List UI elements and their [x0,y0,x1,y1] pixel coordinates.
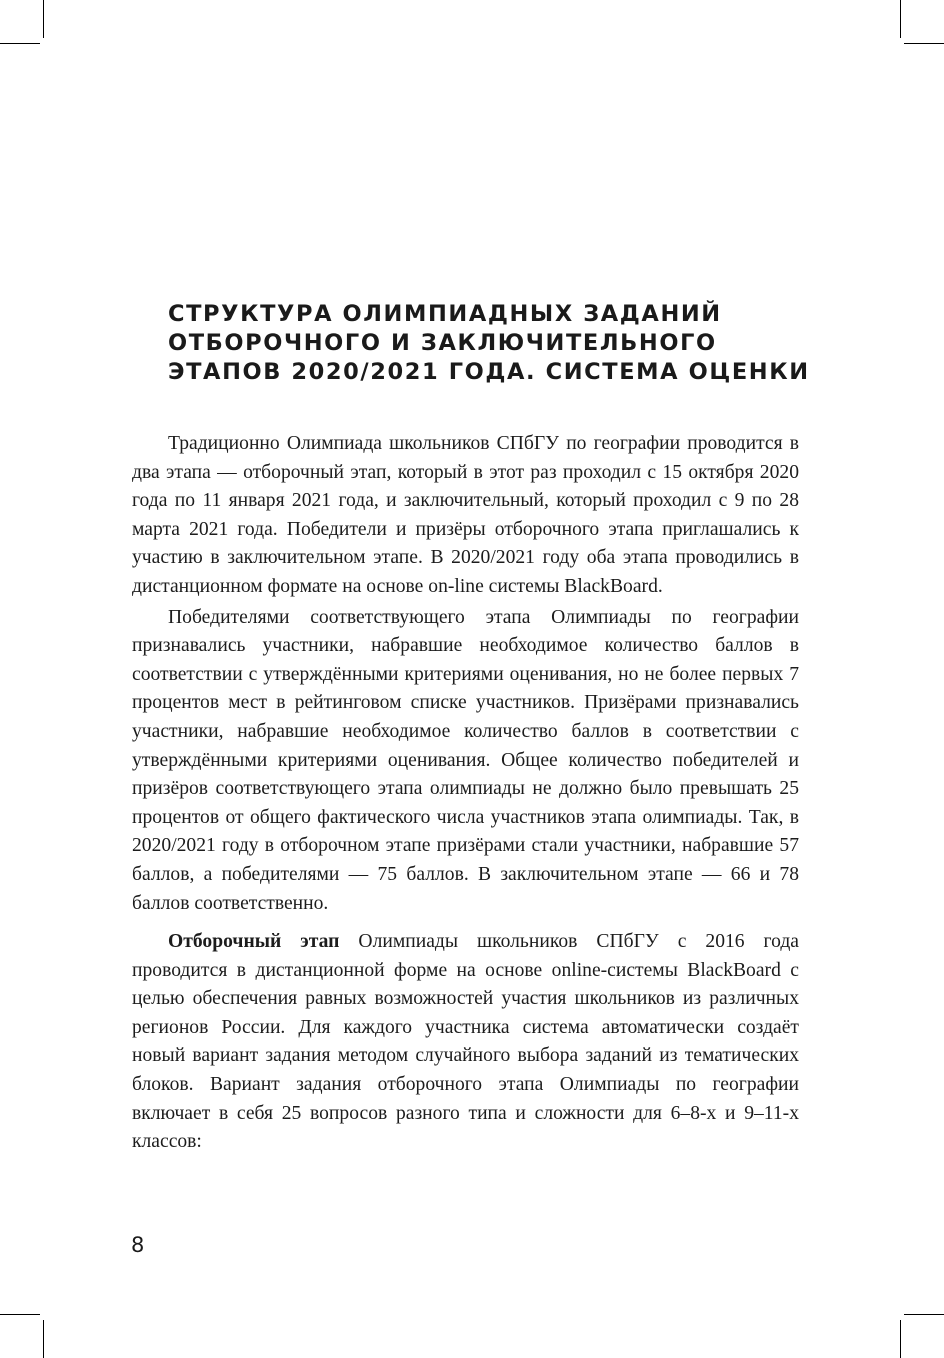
heading-line-1: СТРУКТУРА ОЛИМПИАДНЫХ ЗАДАНИЙ [168,301,722,327]
crop-mark-top-left-v [43,0,44,38]
crop-mark-top-left-h [0,43,40,44]
paragraph-winners-criteria: Победителями соответствующего этапа Олимпиады по географии признавались участники, набравшие необходимое количество баллов в соответствии с утверждёнными критериями оценивания, но не более первых 7 процентов мест в рейтинговом списке участников. Призёрами признавались участники, набравшие необходимое количество баллов в соответствии с утверждёнными критериями оценивания. Общее количество победителей и призёров соответствующего этапа олимпиады не должно было превышать 25 процентов от общего фактического числа участников этапа олимпиады. Так, в 2020/2021 году в отборочном этапе призёрами стали участники, набравшие 57 баллов, а победителями — 75 баллов. В заключительном этапе — 66 и 78 баллов соответственно. [132,606,799,914]
crop-mark-bottom-left-v [43,1320,44,1358]
heading-line-2: ОТБОРОЧНОГО И ЗАКЛЮЧИТЕЛЬНОГО [168,330,717,356]
paragraph-qualifying-stage [132,928,799,1157]
qualifying-stage-term: Отборочный этап [168,931,340,953]
body-text [132,430,799,1157]
crop-mark-bottom-right-h [904,1314,944,1315]
crop-mark-top-right-h [904,43,944,44]
crop-mark-top-right-v [900,0,901,38]
crop-mark-bottom-left-h [0,1314,40,1315]
heading-line-3: ЭТАПОВ 2020/2021 ГОДА. СИСТЕМА ОЦЕНКИ [168,359,810,385]
section-heading [168,300,808,387]
qualifying-stage-text: Олимпиады школьников СПбГУ с 2016 года проводится в дистанционной форме на основе online-системы BlackBoard с целью обеспечения равных возможностей участия школьников из различных регионов России. Для каждого участника система автоматически создаёт новый вариант задания методом случайного выбора заданий из тематических блоков. Вариант задания отборочного этапа Олимпиады по географии включает в себя 25 вопросов разного типа и сложности для 6–8-х и 9–11-х классов: [132,931,799,1153]
paragraph-stages-dates: Традиционно Олимпиада школьников СПбГУ по географии проводится в два этапа — отборочный этап, который в этот раз проходил с 15 октября 2020 года по 11 января 2021 года, и заключительный, который проходил с 9 по 28 марта 2021 года. Победители и призёры отборочного этапа приглашались к участию в заключительном этапе. В 2020/2021 году оба этапа проводились в дистанционном формате на основе on-line системы BlackBoard. [132,433,799,597]
page-number: 8 [131,1233,145,1257]
crop-mark-bottom-right-v [900,1320,901,1358]
